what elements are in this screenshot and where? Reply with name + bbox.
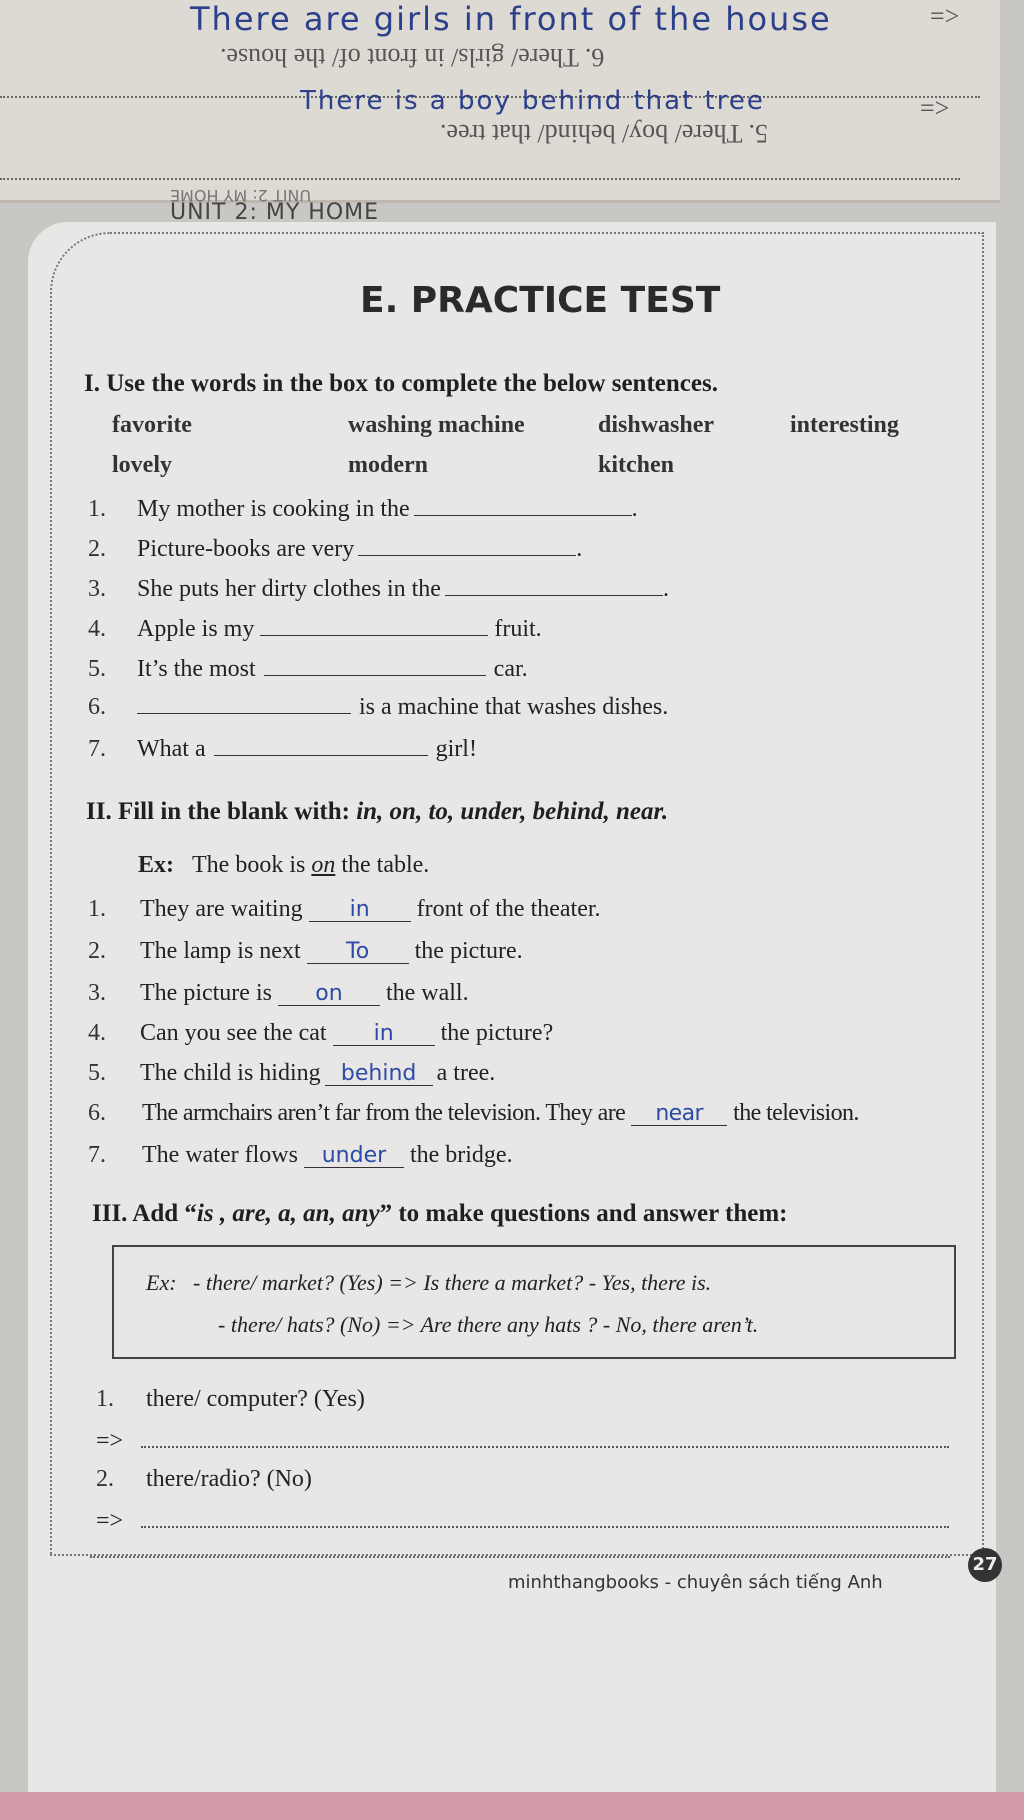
exercise-line: [137, 736, 477, 763]
exercise-line: [140, 938, 523, 965]
sentence-text: Picture-books are very: [137, 536, 355, 562]
handwritten-answer-5: There is a boy behind that tree: [300, 86, 765, 116]
example-line: [138, 852, 429, 879]
answer-blank[interactable]: [214, 737, 428, 756]
exercise-line: [137, 694, 668, 721]
example-label: Ex:: [146, 1270, 177, 1295]
unit-header: UNIT 2: MY HOME: [170, 200, 380, 225]
prev-dotted-line-2: [0, 178, 960, 180]
sentence-text: The water flows: [142, 1142, 298, 1168]
sentence-text: The child is hiding: [140, 1060, 321, 1086]
example-word: on: [311, 852, 336, 878]
answer-line: [96, 1508, 949, 1535]
exercise-line: [140, 896, 601, 923]
prev-arrow-6: <=: [930, 1, 960, 30]
item-number: 4.: [88, 616, 106, 642]
sentence-text: the picture.: [414, 938, 523, 964]
item-number: 6.: [88, 1100, 106, 1126]
sentence-text: She puts her dirty clothes in the: [137, 576, 441, 602]
exercise-line: [142, 1142, 513, 1169]
question-prompt: there/ computer? (Yes): [146, 1386, 365, 1412]
page-number: 27: [968, 1548, 1002, 1582]
sentence-text: My mother is cooking in the: [137, 496, 410, 522]
item-number: 2.: [88, 938, 106, 964]
example-text: the table.: [341, 852, 430, 878]
item-number: 1.: [96, 1386, 114, 1412]
sentence-text: .: [631, 496, 638, 522]
item-number: 7.: [88, 736, 106, 762]
handwritten-answer[interactable]: on: [278, 983, 380, 1006]
section-1-title: I. Use the words in the box to complete the below sentences.: [84, 370, 718, 397]
sentence-text: a tree.: [436, 1060, 496, 1086]
item-number: 5.: [88, 1060, 106, 1086]
arrow-label: =>: [96, 1508, 124, 1534]
item-number: 7.: [88, 1142, 106, 1168]
answer-field[interactable]: [141, 1510, 949, 1528]
section-3-title-text: ” to make questions and answer them:: [379, 1200, 788, 1227]
footer-divider: [90, 1556, 950, 1558]
exercise-line: [140, 980, 469, 1007]
sentence-text: car.: [493, 656, 528, 682]
sentence-text: They are waiting: [140, 896, 303, 922]
example-box: [112, 1245, 956, 1359]
exercise-line: [140, 1060, 495, 1087]
sentence-text: Can you see the cat: [140, 1020, 327, 1046]
word-box-item: interesting: [790, 412, 899, 438]
section-2-title-words: in, on, to, under, behind, near.: [356, 798, 669, 825]
footer-text: minhthangbooks - chuyên sách tiếng Anh: [508, 1572, 883, 1593]
item-number: 2.: [88, 536, 106, 562]
sentence-text: girl!: [435, 736, 477, 762]
example-text: - there/ market? (Yes) => Is there a market? - Yes, there is.: [193, 1270, 712, 1295]
handwritten-answer[interactable]: in: [333, 1023, 435, 1046]
handwritten-answer-6: There are girls in front of the house: [190, 0, 832, 38]
sentence-text: The lamp is next: [140, 938, 301, 964]
table-surface: [0, 1792, 1024, 1820]
example-2: - there/ hats? (No) => Are there any hats ? - No, there aren’t.: [218, 1312, 759, 1337]
sentence-text: fruit.: [494, 616, 542, 642]
sentence-text: The picture is: [140, 980, 272, 1006]
exercise-line: [142, 1100, 859, 1127]
answer-blank[interactable]: [260, 617, 488, 636]
answer-blank[interactable]: [264, 657, 486, 676]
item-number: 2.: [96, 1466, 114, 1492]
sentence-text: .: [662, 576, 669, 602]
exercise-line: [137, 616, 542, 643]
sentence-text: Apple is my: [137, 616, 255, 642]
prev-item-6: 6. There/ girls/ in front of/ the house.: [220, 43, 605, 72]
sentence-text: It’s the most: [137, 656, 256, 682]
item-number: 1.: [88, 896, 106, 922]
prev-arrow-5: <=: [920, 93, 950, 122]
answer-blank[interactable]: [445, 577, 663, 596]
unit-header-bleed: UNIT 2: MY HOME: [170, 186, 312, 205]
sentence-text: the picture?: [440, 1020, 554, 1046]
exercise-line: [137, 576, 669, 603]
item-number: 1.: [88, 496, 106, 522]
word-box-item: modern: [348, 452, 428, 478]
page-title: E. PRACTICE TEST: [360, 280, 721, 321]
answer-blank[interactable]: [414, 497, 632, 516]
question-prompt: there/radio? (No): [146, 1466, 312, 1492]
example-1: [146, 1270, 711, 1296]
answer-line: [96, 1428, 949, 1455]
exercise-line: [140, 1020, 553, 1047]
sentence-text: .: [576, 536, 583, 562]
exercise-line: [137, 536, 582, 563]
answer-blank[interactable]: [358, 537, 576, 556]
item-number: 3.: [88, 576, 106, 602]
prev-item-5: 5. There/ boy/ behind/ that tree.: [440, 119, 769, 148]
answer-blank[interactable]: [137, 695, 351, 714]
example-text: The book is: [192, 852, 306, 878]
sentence-text: the wall.: [385, 980, 469, 1006]
section-2-title: [86, 798, 668, 826]
item-number: 6.: [88, 694, 106, 720]
arrow-label: =>: [96, 1428, 124, 1454]
sentence-text: is a machine that washes dishes.: [359, 694, 669, 720]
sentence-text: the television.: [733, 1100, 859, 1126]
word-box-item: kitchen: [598, 452, 675, 478]
exercise-line: [137, 496, 638, 523]
example-label: Ex:: [138, 852, 174, 878]
exercise-line: [137, 656, 528, 683]
item-number: 4.: [88, 1020, 106, 1046]
answer-field[interactable]: [141, 1430, 949, 1448]
sentence-text: the bridge.: [409, 1142, 513, 1168]
handwritten-answer[interactable]: near: [631, 1103, 727, 1126]
item-number: 5.: [88, 656, 106, 682]
word-box-item: favorite: [112, 412, 192, 438]
handwritten-answer[interactable]: in: [309, 899, 411, 922]
section-3-title-text: III. Add “: [92, 1200, 197, 1227]
sentence-text: What a: [137, 736, 206, 762]
handwritten-answer[interactable]: under: [304, 1145, 404, 1168]
item-number: 3.: [88, 980, 106, 1006]
section-2-title-text: II. Fill in the blank with:: [86, 798, 357, 825]
sentence-text: The armchairs aren’t far from the television. They are: [142, 1100, 626, 1126]
sentence-text: front of the theater.: [416, 896, 601, 922]
word-box-item: washing machine: [348, 412, 525, 438]
word-box-item: dishwasher: [598, 412, 715, 438]
section-3-title: [92, 1200, 787, 1228]
word-box-item: lovely: [112, 452, 172, 478]
handwritten-answer[interactable]: To: [307, 941, 409, 964]
handwritten-answer[interactable]: behind: [325, 1063, 433, 1086]
section-3-title-words: is , are, a, an, any: [196, 1200, 380, 1227]
